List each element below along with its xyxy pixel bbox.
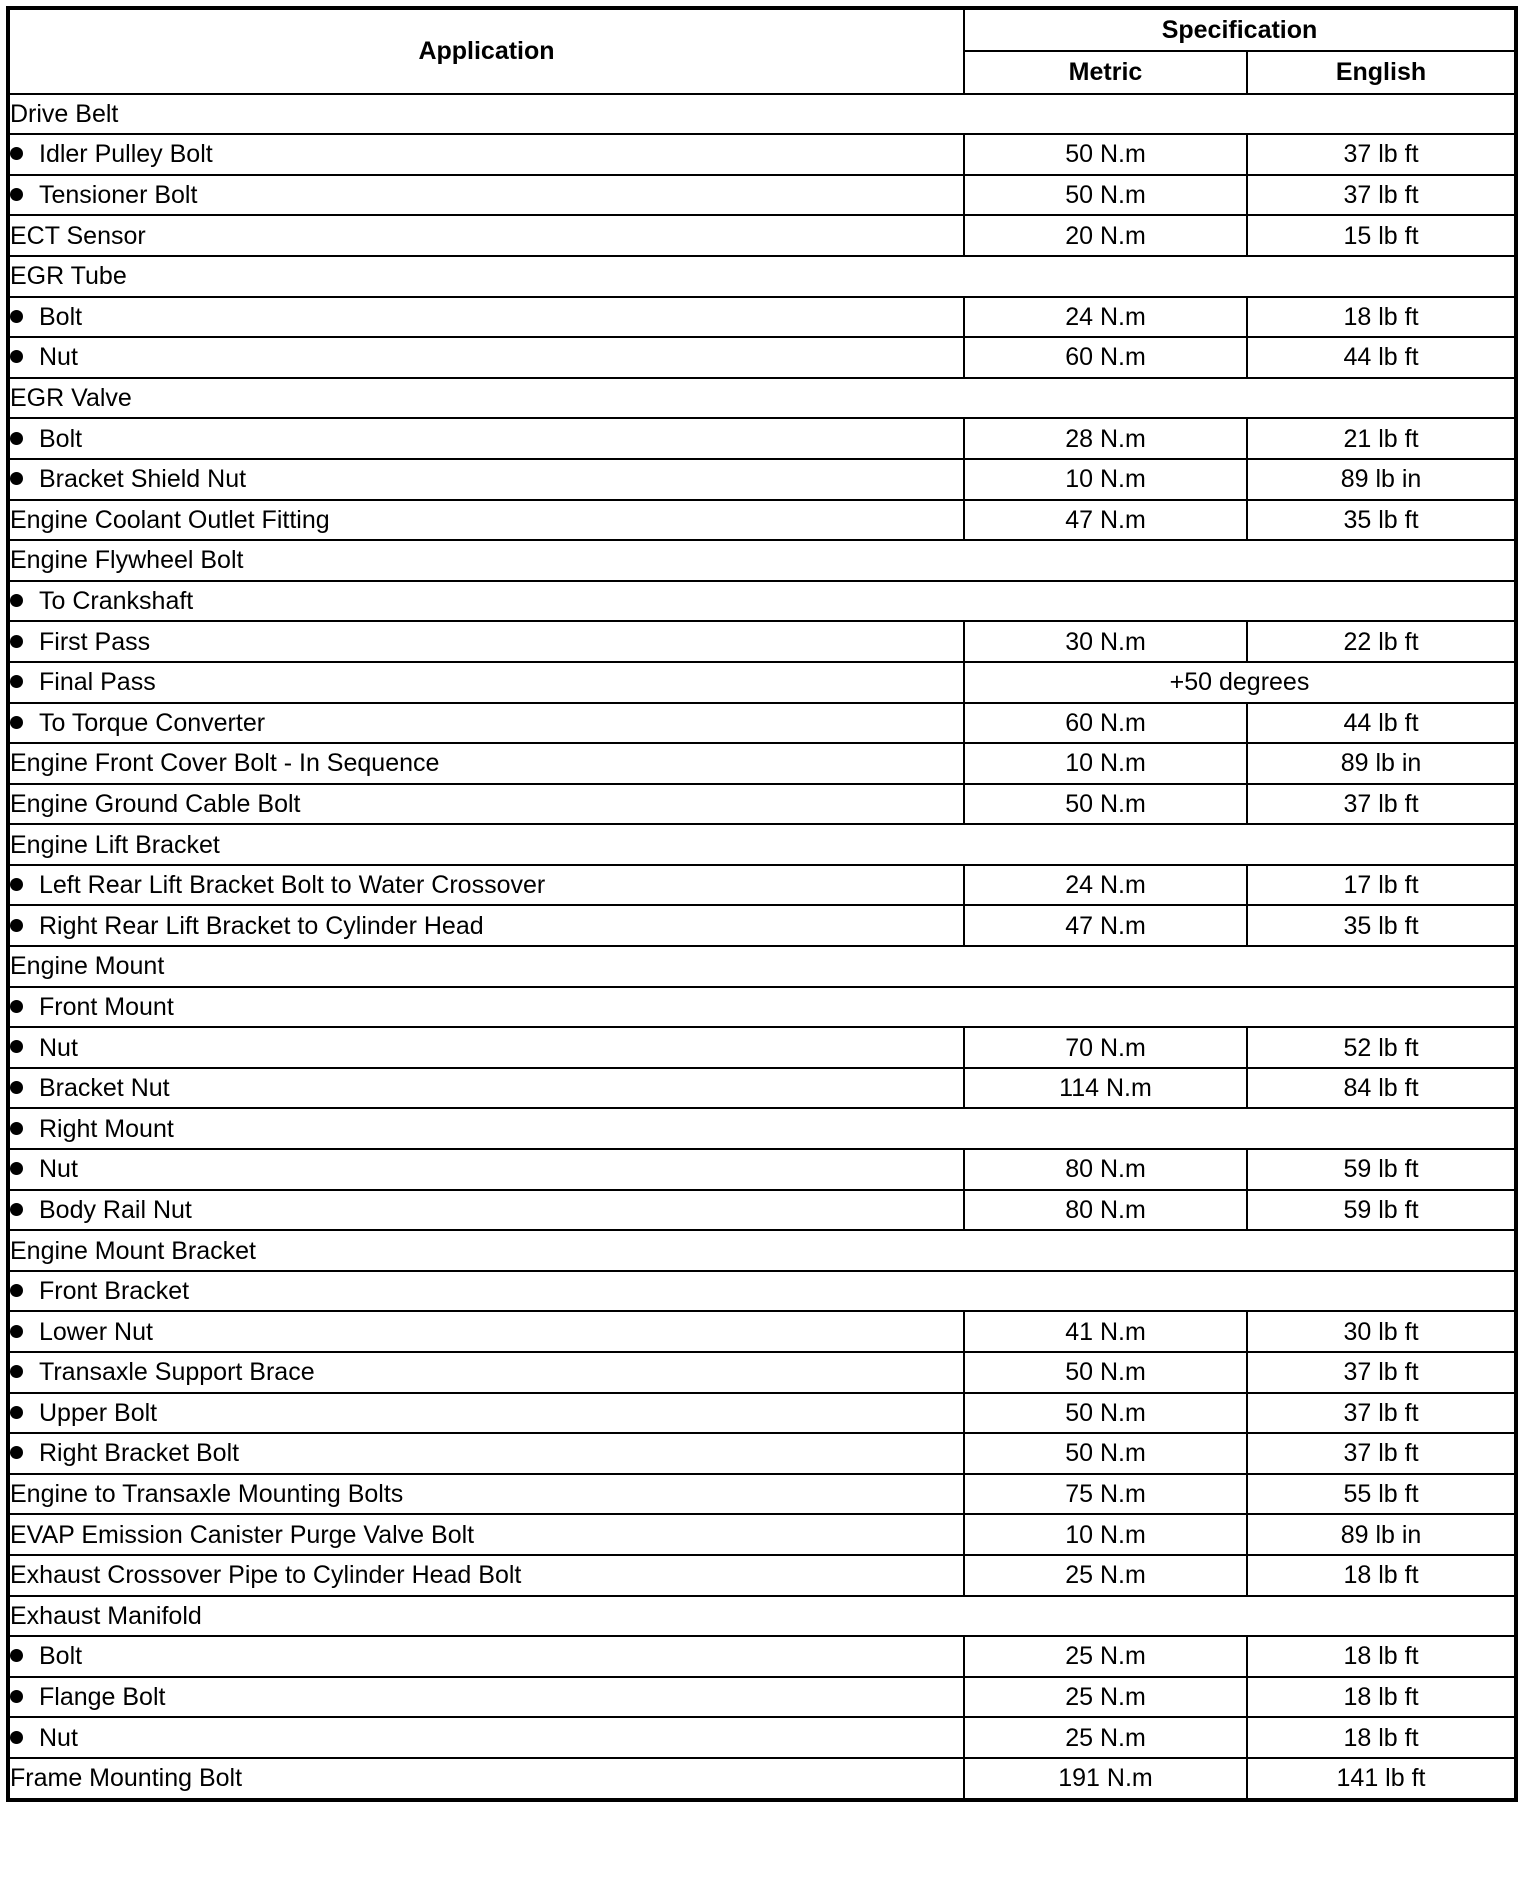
english-value: 89 lb in [1247, 459, 1516, 500]
table-row [8, 824, 1516, 865]
english-value: 59 lb ft [1247, 1149, 1516, 1190]
metric-value: 25 N.m [964, 1555, 1247, 1596]
table-row [8, 1271, 1516, 1312]
table-row [8, 1596, 1516, 1637]
english-value: 18 lb ft [1247, 1717, 1516, 1758]
application-cell [8, 1352, 964, 1393]
application-cell [8, 1393, 964, 1434]
english-value: 89 lb in [1247, 743, 1516, 784]
application-label: Engine Coolant Outlet Fitting [10, 505, 330, 534]
table-row [8, 743, 1516, 784]
application-cell [8, 94, 1516, 135]
english-value: 35 lb ft [1247, 905, 1516, 946]
english-value: 37 lb ft [1247, 1433, 1516, 1474]
metric-value: 191 N.m [964, 1758, 1247, 1800]
application-label: Engine Flywheel Bolt [10, 546, 244, 575]
application-header: Application [8, 8, 964, 94]
metric-value: 47 N.m [964, 500, 1247, 541]
application-label: Engine Lift Bracket [10, 830, 220, 859]
application-label: Right Rear Lift Bracket to Cylinder Head [39, 911, 484, 940]
application-label: Drive Belt [10, 99, 119, 128]
metric-value: 24 N.m [964, 297, 1247, 338]
application-cell [8, 1190, 964, 1231]
application-cell [8, 1068, 964, 1109]
english-value: 37 lb ft [1247, 175, 1516, 216]
table-row [8, 946, 1516, 987]
metric-value: 30 N.m [964, 621, 1247, 662]
table-row [8, 662, 1516, 703]
english-value: 52 lb ft [1247, 1027, 1516, 1068]
spec-value-spanning: +50 degrees [964, 662, 1516, 703]
application-label: Flange Bolt [39, 1683, 166, 1712]
table-row [8, 500, 1516, 541]
english-value: 18 lb ft [1247, 1677, 1516, 1718]
table-row [8, 337, 1516, 378]
application-label: Frame Mounting Bolt [10, 1764, 243, 1793]
metric-header: Metric [964, 51, 1247, 93]
application-cell [8, 134, 964, 175]
metric-value: 70 N.m [964, 1027, 1247, 1068]
application-label: Final Pass [39, 668, 156, 697]
metric-value: 50 N.m [964, 1352, 1247, 1393]
application-label: Engine Front Cover Bolt - In Sequence [10, 749, 440, 778]
metric-value: 47 N.m [964, 905, 1247, 946]
english-value: 18 lb ft [1247, 1555, 1516, 1596]
english-value: 30 lb ft [1247, 1311, 1516, 1352]
metric-value: 60 N.m [964, 337, 1247, 378]
application-label: Nut [39, 1723, 78, 1752]
metric-value: 10 N.m [964, 1514, 1247, 1555]
english-value: 18 lb ft [1247, 1636, 1516, 1677]
application-label: Nut [39, 1033, 78, 1062]
english-value: 84 lb ft [1247, 1068, 1516, 1109]
application-cell [8, 905, 964, 946]
application-cell [8, 1514, 964, 1555]
application-cell [8, 175, 964, 216]
bullet-icon [10, 1284, 23, 1297]
application-cell [8, 946, 1516, 987]
application-cell [8, 1474, 964, 1515]
table-row [8, 1230, 1516, 1271]
metric-value: 28 N.m [964, 418, 1247, 459]
bullet-icon [10, 1040, 23, 1053]
bullet-icon [10, 310, 23, 323]
application-label: Engine Mount Bracket [10, 1236, 256, 1265]
metric-value: 25 N.m [964, 1636, 1247, 1677]
bullet-icon [10, 1325, 23, 1338]
english-value: 21 lb ft [1247, 418, 1516, 459]
english-value: 37 lb ft [1247, 784, 1516, 825]
table-row [8, 1190, 1516, 1231]
table-row [8, 1149, 1516, 1190]
bullet-icon [10, 1081, 23, 1094]
bullet-icon [10, 1406, 23, 1419]
application-label: Engine Ground Cable Bolt [10, 789, 301, 818]
application-cell [8, 297, 964, 338]
table-row [8, 784, 1516, 825]
application-cell [8, 865, 964, 906]
bullet-icon [10, 919, 23, 932]
application-cell [8, 743, 964, 784]
table-row [8, 905, 1516, 946]
application-label: Front Bracket [39, 1277, 190, 1306]
application-cell [8, 621, 964, 662]
table-row [8, 378, 1516, 419]
bullet-icon [10, 1649, 23, 1662]
english-value: 55 lb ft [1247, 1474, 1516, 1515]
application-cell [8, 459, 964, 500]
metric-value: 10 N.m [964, 743, 1247, 784]
table-row [8, 134, 1516, 175]
bullet-icon [10, 635, 23, 648]
table-row [8, 175, 1516, 216]
application-label: EVAP Emission Canister Purge Valve Bolt [10, 1520, 475, 1549]
application-cell [8, 1636, 964, 1677]
table-row [8, 1068, 1516, 1109]
application-label: ECT Sensor [10, 221, 146, 250]
table-row [8, 1108, 1516, 1149]
application-label: Bolt [39, 424, 83, 453]
application-label: Body Rail Nut [39, 1195, 192, 1224]
application-cell [8, 500, 964, 541]
application-label: Nut [39, 1155, 78, 1184]
application-label: Idler Pulley Bolt [39, 140, 213, 169]
application-label: Right Mount [39, 1114, 174, 1143]
application-label: Front Mount [39, 992, 174, 1021]
metric-value: 50 N.m [964, 134, 1247, 175]
table-row [8, 1717, 1516, 1758]
application-label: EGR Valve [10, 384, 132, 413]
application-cell [8, 540, 1516, 581]
bullet-icon [10, 1203, 23, 1216]
table-row [8, 297, 1516, 338]
table-row [8, 1311, 1516, 1352]
application-cell [8, 378, 1516, 419]
table-row [8, 1027, 1516, 1068]
english-header: English [1247, 51, 1516, 93]
application-label: Upper Bolt [39, 1398, 158, 1427]
application-cell [8, 1311, 964, 1352]
header-row-top [8, 8, 1516, 51]
application-label: Bracket Nut [39, 1074, 170, 1103]
table-row [8, 1636, 1516, 1677]
application-cell [8, 215, 964, 256]
bullet-icon [10, 1122, 23, 1135]
application-cell [8, 1433, 964, 1474]
bullet-icon [10, 594, 23, 607]
english-value: 44 lb ft [1247, 703, 1516, 744]
table-header [8, 8, 1516, 94]
table-row [8, 1433, 1516, 1474]
application-cell [8, 1027, 964, 1068]
metric-value: 25 N.m [964, 1717, 1247, 1758]
metric-value: 24 N.m [964, 865, 1247, 906]
application-cell [8, 703, 964, 744]
table-row [8, 1393, 1516, 1434]
metric-value: 10 N.m [964, 459, 1247, 500]
english-value: 18 lb ft [1247, 297, 1516, 338]
application-cell [8, 1149, 964, 1190]
bullet-icon [10, 1162, 23, 1175]
application-cell [8, 418, 964, 459]
bullet-icon [10, 1731, 23, 1744]
application-label: First Pass [39, 627, 151, 656]
application-label: Left Rear Lift Bracket Bolt to Water Crossover [39, 871, 546, 900]
bullet-icon [10, 1690, 23, 1703]
metric-value: 20 N.m [964, 215, 1247, 256]
application-label: Transaxle Support Brace [39, 1358, 315, 1387]
application-cell [8, 581, 1516, 622]
english-value: 141 lb ft [1247, 1758, 1516, 1800]
table-row [8, 581, 1516, 622]
application-label: Lower Nut [39, 1317, 153, 1346]
application-cell [8, 662, 964, 703]
application-label: Bolt [39, 1642, 83, 1671]
application-label: Engine Mount [10, 952, 165, 981]
english-value: 37 lb ft [1247, 1352, 1516, 1393]
table-row [8, 1352, 1516, 1393]
metric-value: 50 N.m [964, 1393, 1247, 1434]
table-row [8, 703, 1516, 744]
application-label: Tensioner Bolt [39, 181, 198, 210]
table-row [8, 540, 1516, 581]
metric-value: 50 N.m [964, 175, 1247, 216]
english-value: 59 lb ft [1247, 1190, 1516, 1231]
application-label: Engine to Transaxle Mounting Bolts [10, 1480, 404, 1509]
bullet-icon [10, 147, 23, 160]
table-row [8, 1677, 1516, 1718]
english-value: 37 lb ft [1247, 134, 1516, 175]
table-row [8, 621, 1516, 662]
application-cell [8, 1271, 1516, 1312]
english-value: 22 lb ft [1247, 621, 1516, 662]
bullet-icon [10, 350, 23, 363]
english-value: 37 lb ft [1247, 1393, 1516, 1434]
application-label: Exhaust Manifold [10, 1601, 202, 1630]
metric-value: 75 N.m [964, 1474, 1247, 1515]
bullet-icon [10, 1000, 23, 1013]
table-row [8, 865, 1516, 906]
metric-value: 25 N.m [964, 1677, 1247, 1718]
english-value: 35 lb ft [1247, 500, 1516, 541]
bullet-icon [10, 675, 23, 688]
application-cell [8, 256, 1516, 297]
application-label: To Crankshaft [39, 587, 194, 616]
specification-header: Specification [964, 8, 1516, 51]
bullet-icon [10, 878, 23, 891]
table-row [8, 459, 1516, 500]
bullet-icon [10, 716, 23, 729]
table-body [8, 94, 1516, 1800]
application-cell [8, 1555, 964, 1596]
metric-value: 80 N.m [964, 1149, 1247, 1190]
application-cell [8, 1108, 1516, 1149]
application-label: Bracket Shield Nut [39, 465, 247, 494]
table-row [8, 256, 1516, 297]
table-row [8, 987, 1516, 1028]
english-value: 89 lb in [1247, 1514, 1516, 1555]
table-row [8, 1514, 1516, 1555]
application-label: To Torque Converter [39, 708, 266, 737]
table-row [8, 215, 1516, 256]
application-cell [8, 1230, 1516, 1271]
bullet-icon [10, 1446, 23, 1459]
application-cell [8, 987, 1516, 1028]
application-cell [8, 1717, 964, 1758]
application-cell [8, 784, 964, 825]
metric-value: 60 N.m [964, 703, 1247, 744]
metric-value: 50 N.m [964, 1433, 1247, 1474]
application-cell [8, 1677, 964, 1718]
metric-value: 50 N.m [964, 784, 1247, 825]
application-label: EGR Tube [10, 262, 127, 291]
metric-value: 80 N.m [964, 1190, 1247, 1231]
table-row [8, 1758, 1516, 1800]
application-label: Exhaust Crossover Pipe to Cylinder Head Bolt [10, 1561, 522, 1590]
table-row [8, 1474, 1516, 1515]
torque-spec-table [6, 6, 1518, 1802]
application-label: Nut [39, 343, 78, 372]
metric-value: 114 N.m [964, 1068, 1247, 1109]
table-row [8, 94, 1516, 135]
application-cell [8, 337, 964, 378]
english-value: 44 lb ft [1247, 337, 1516, 378]
application-cell [8, 1758, 964, 1800]
table-row [8, 1555, 1516, 1596]
metric-value: 41 N.m [964, 1311, 1247, 1352]
bullet-icon [10, 1365, 23, 1378]
bullet-icon [10, 432, 23, 445]
bullet-icon [10, 188, 23, 201]
english-value: 17 lb ft [1247, 865, 1516, 906]
table-row [8, 418, 1516, 459]
application-cell [8, 824, 1516, 865]
bullet-icon [10, 472, 23, 485]
application-label: Right Bracket Bolt [39, 1439, 240, 1468]
english-value: 15 lb ft [1247, 215, 1516, 256]
application-label: Bolt [39, 302, 83, 331]
application-cell [8, 1596, 1516, 1637]
